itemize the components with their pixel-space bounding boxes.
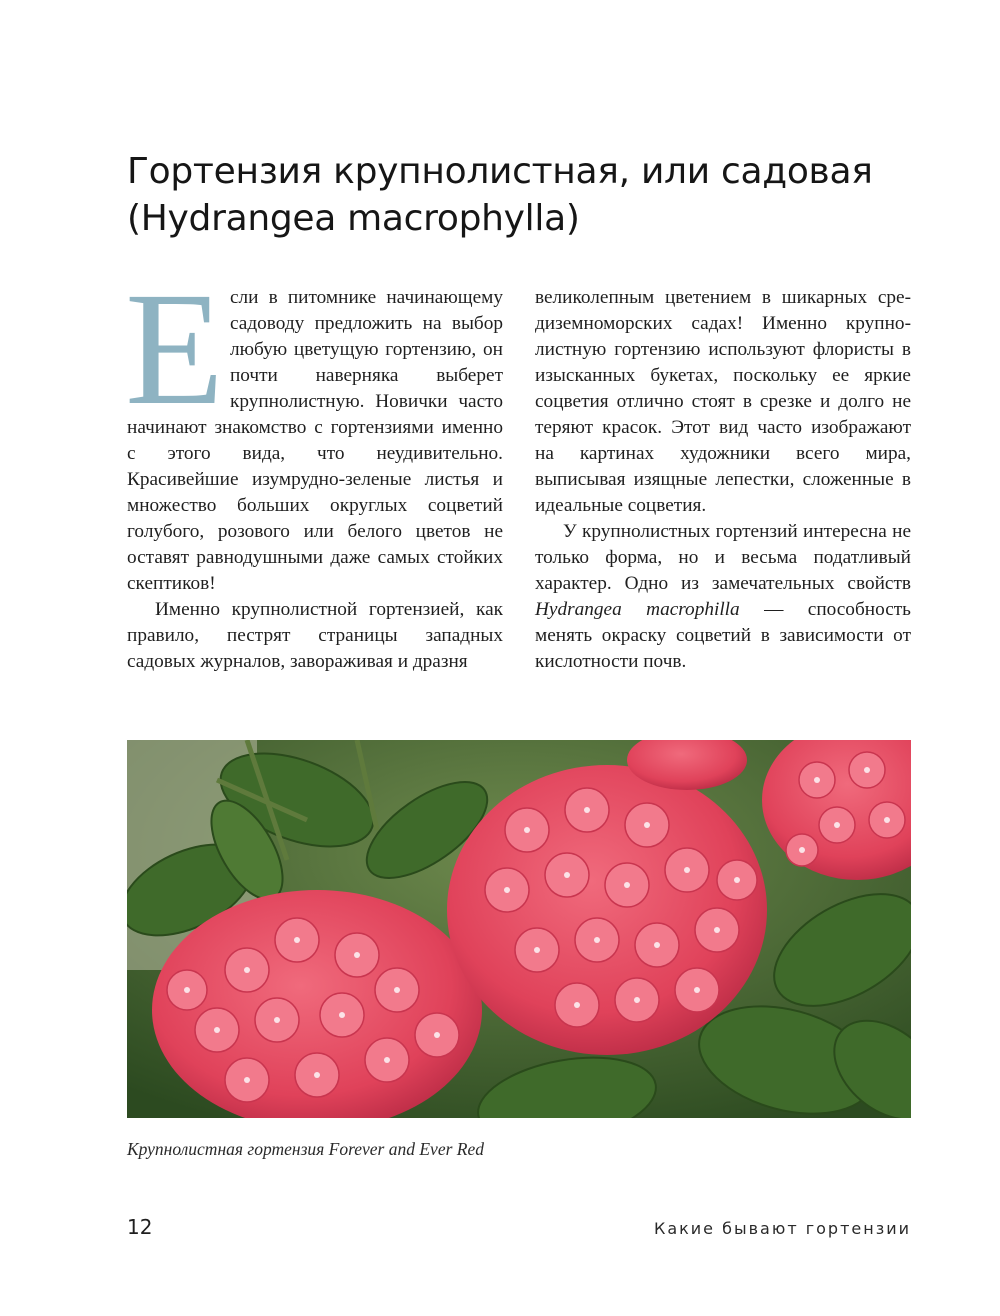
paragraph-3 — [535, 519, 911, 675]
hydrangea-photo — [127, 740, 911, 1118]
paragraph-2-continued: великолепным цветением в шикарных средиземноморских садах! Именно крупнолистную гортензию используют флористы в изысканных букетах, поскольку ее яркие соцветия отлично стоят в срезке и долго не теряют красок. Этот вид часто изображают на картинах художники всего мира, выписывая изящные лепестки, сложенные в идеальные соцветия. — [535, 287, 911, 516]
latin-name: Hydrangea macrophilla — [535, 599, 740, 620]
photo-caption: Крупнолистная гортензия Forever and Ever Red — [127, 1139, 484, 1159]
title-line-1: Гортензия крупнолистная, или садовая — [127, 151, 873, 192]
hydrangea-illustration — [127, 740, 911, 1118]
drop-cap: Е — [125, 260, 224, 439]
paragraph-3-start: У крупнолистных гортензий интересна не только форма, но и весьма податливый характер. Одно из замечательных свойств — [535, 521, 911, 594]
page-title — [127, 148, 927, 242]
paragraph-3-end: — способность менять окраску соцветий в зависимости от кислотности почв. — [535, 599, 911, 672]
paragraph-1 — [125, 260, 503, 597]
page-number: 12 — [127, 1215, 153, 1239]
text-column-left — [125, 260, 503, 675]
title-line-2: (Hydrangea macrophylla) — [127, 198, 580, 239]
paragraph-2: Именно крупнолистной гортензией, как правило, пестрят страницы западных садовых журналов, завораживая и дразня — [127, 599, 503, 672]
text-column-right — [535, 285, 911, 675]
running-head: Какие бывают гортензии — [653, 1219, 911, 1238]
paragraph-1-text: сли в питомнике начинающему садоводу предложить на выбор любую цветущую гортензию, он почти наверняка выберет крупнолистную. Новички часто начинают знакомство с гортензиями именно с этого вида, что неудивительно. Красивейшие изумрудно-зеленые листья и множество больших округлых соцветий голубого, розового или белого цветов не оставят равнодушными даже самых стойких скептиков! — [127, 287, 503, 594]
